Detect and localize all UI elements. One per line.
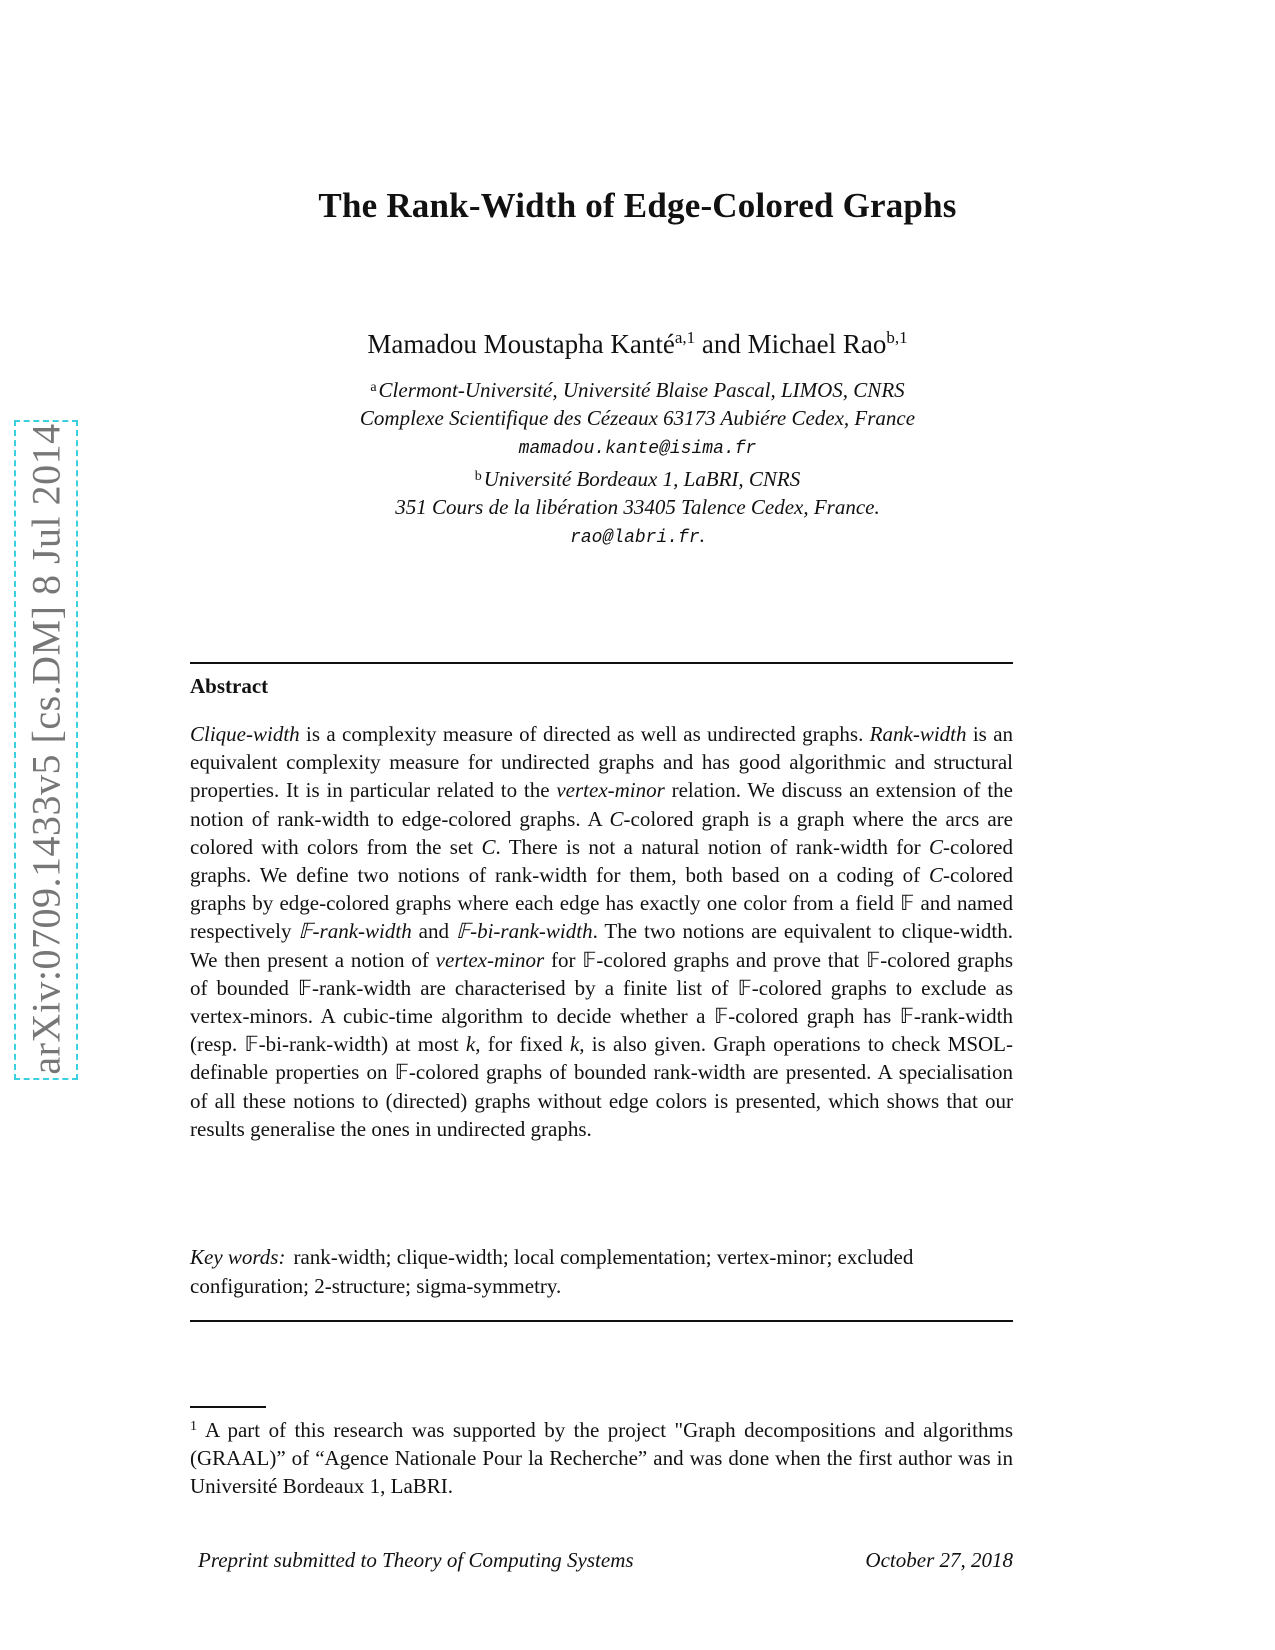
keywords-list: rank-width; clique-width; local complementation; vertex-minor; excluded configuration; 2-structure; sigma-symmetry. [190,1245,914,1298]
footnote-mark: 1 [190,1419,197,1434]
affiliation-email-line: rao@labri.fr. [570,523,705,548]
affiliation-line: $^b$Université Bordeaux 1, LaBRI, CNRS [474,467,801,491]
abstract-text: Clique-width is a complexity measure of directed as well as undirected graphs. Rank-width is an equivalent complexity measure for undirected graphs and has good algorithmic and structural properties. It is in particular related to the vertex-minor relation. We discuss an extension of the notion of rank-width to edge-colored graphs. A C-colored graph is a graph where the arcs are colored with colors from the set C. There is not a natural notion of rank-width for C-colored graphs. We define two notions of rank-width for them, both based on a coding of C-colored graphs by edge-colored graphs where each edge has exactly one color from a field 𝔽 and named respectively 𝔽-rank-width and 𝔽-bi-rank-width. The two notions are equivalent to clique-width. We then present a notion of vertex-minor for 𝔽-colored graphs and prove that 𝔽-colored graphs of bounded 𝔽-rank-width are characterised by a finite list of 𝔽-colored graphs to exclude as vertex-minors. A cubic-time algorithm to decide whether a 𝔽-colored graph has 𝔽-rank-width (resp. 𝔽-bi-rank-width) at most k, for fixed k, is also given. Graph operations to check MSOL-definable properties on 𝔽-colored graphs of bounded rank-width are presented. A specialisation of all these notions to (directed) graphs without edge colors is presented, which shows that our results generalise the ones in undirected graphs. [190,722,1014,1141]
affiliation-line: $^a$Clermont-Université, Université Blaise Pascal, LIMOS, CNRS [370,378,905,402]
arxiv-identifier[interactable]: arXiv:0709.1433v5 [cs.DM] 8 Jul 2014 [23,423,69,1075]
keywords [190,1243,1013,1300]
author-name: Mamadou Moustapha Kanté [367,329,675,359]
author-joiner: and [695,329,748,359]
affiliation-address: 351 Cours de la libération 33405 Talence Cedex, France. [395,495,880,519]
affiliation-email-line [0,432,1275,463]
affiliation-address: Complexe Scientifique des Cézeaux 63173 Aubiére Cedex, France [359,406,916,430]
affiliation-mark: b [474,469,482,484]
author-name: Michael Rao [747,329,887,359]
footnote-rule [190,1406,266,1408]
email-link[interactable]: rao@labri.fr [570,528,700,548]
paper-title: The Rank-Width of Edge-Colored Graphs [318,186,957,225]
author-affiliation-mark: b,1 [886,328,908,347]
author-affiliation-mark: a,1 [674,328,696,347]
affiliation-mark: a [370,380,377,395]
keywords-label: Key words: [190,1245,286,1269]
email-link[interactable]: mamadou.kante@isima.fr [518,439,757,459]
abstract-heading: Abstract [190,674,269,698]
author-line [0,328,1275,360]
footer-preprint-note: Preprint submitted to Theory of Computing Systems [198,1548,634,1572]
abstract-bottom-rule [190,1320,1013,1322]
footnote-text: A part of this research was supported by the project "Graph decompositions and algorithms (GRAAL)” of “Agence Nationale Pour la Recherche” and was done when the first author was in Université Bordeaux 1, LaBRI. [190,1418,1013,1498]
footnote [190,1413,1013,1500]
footer-date: October 27, 2018 [865,1548,1013,1572]
affiliation-a [0,374,1275,463]
abstract-top-rule [190,662,1013,664]
affiliation-b [0,463,1275,552]
